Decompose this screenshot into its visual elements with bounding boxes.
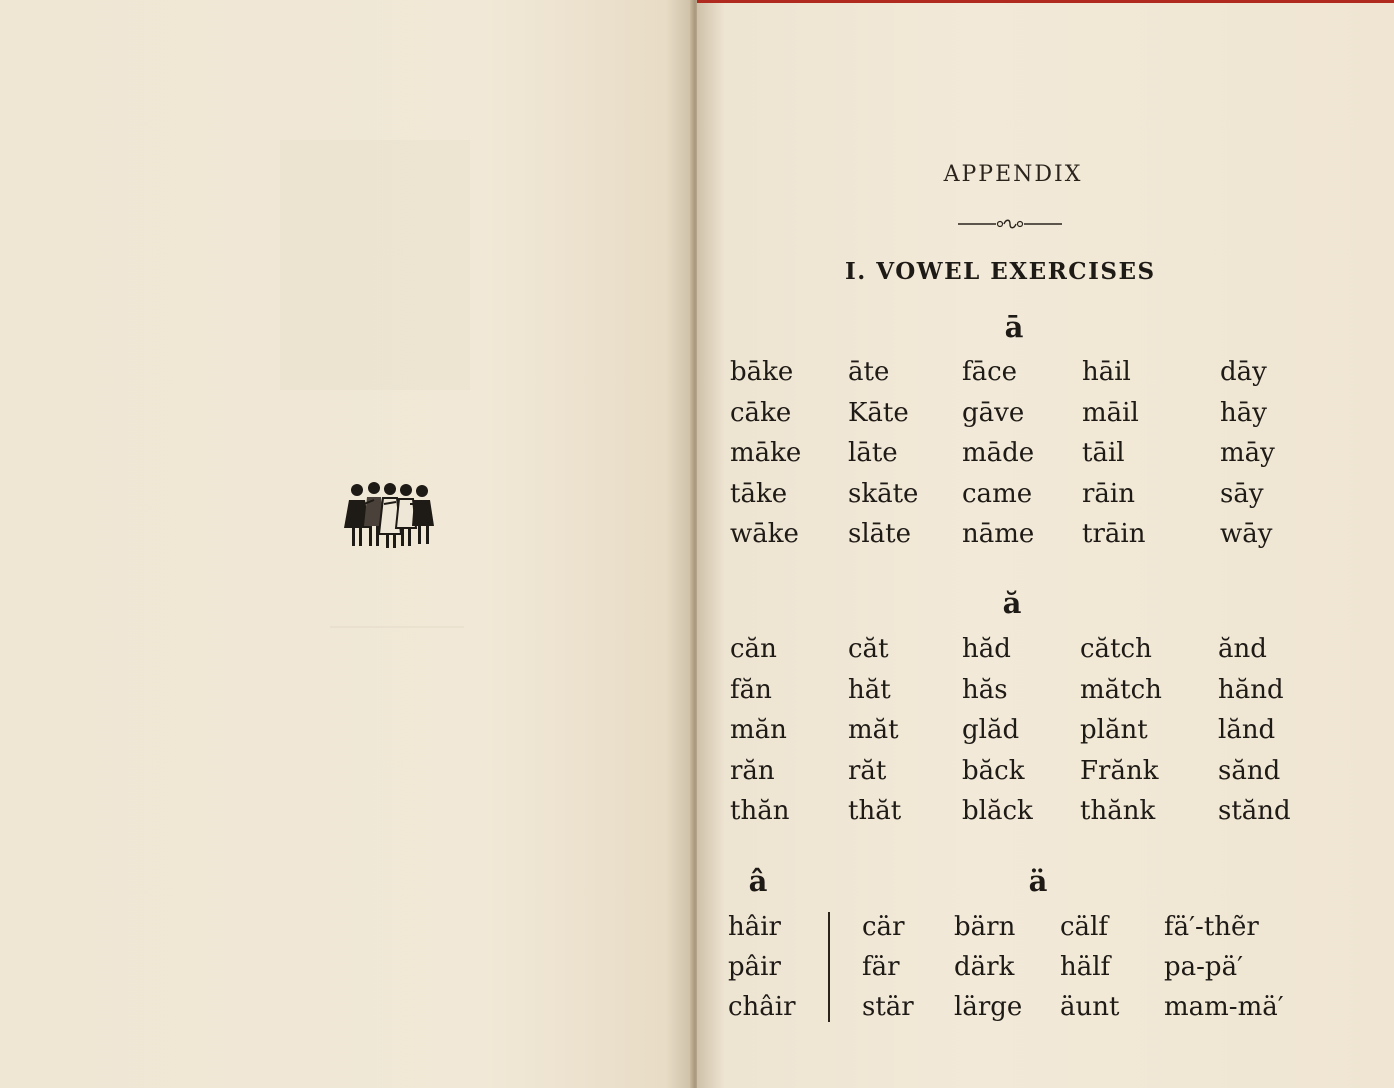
vowel-word: wāke [730, 519, 799, 549]
vowel-word: cälf [1060, 912, 1109, 942]
vowel-word: hăt [848, 674, 891, 705]
vowel-word: stär [862, 992, 914, 1022]
vowel-word: trāin [1082, 519, 1146, 549]
vowel-word: cătch [1080, 634, 1152, 664]
vowel-word: tāke [730, 478, 788, 509]
vowel-word: hăs [962, 674, 1008, 705]
scroll-ornament-icon [958, 216, 1062, 232]
show-through-text-block [280, 140, 470, 390]
children-group-vignette-icon [344, 478, 436, 552]
vowel-word: pa-pä′ [1164, 952, 1243, 982]
vowel-word: māde [962, 438, 1035, 468]
vowel-word: hälf [1060, 952, 1111, 982]
vowel-word: äunt [1060, 992, 1120, 1022]
vowel-word: bāke [730, 357, 794, 387]
section-heading: I. VOWEL EXERCISES [845, 258, 1156, 285]
page-title: APPENDIX [943, 162, 1083, 187]
left-page [0, 0, 693, 1088]
vowel-word: thăt [848, 796, 902, 826]
vowel-word: cär [862, 912, 905, 942]
vowel-word: châir [728, 992, 796, 1022]
vowel-word: lärge [954, 992, 1023, 1022]
vowel-word: hāil [1082, 357, 1131, 387]
vowel-word: răt [848, 755, 887, 786]
vowel-word: māil [1082, 397, 1139, 428]
vowel-word: mam-mä′ [1164, 992, 1284, 1022]
vowel-word: āte [848, 357, 890, 387]
vowel-word: wāy [1220, 519, 1273, 549]
vowel-word: răn [730, 755, 775, 786]
vowel-word: fä′-thẽr [1164, 912, 1259, 942]
vowel-word: sāy [1220, 478, 1264, 509]
vowel-word: thănk [1080, 796, 1156, 826]
vowel-word: māy [1220, 438, 1275, 468]
vowel-word: nāme [962, 519, 1035, 549]
vowel-word: măt [848, 715, 899, 745]
vowel-word: bärn [954, 912, 1016, 942]
vowel-word: därk [954, 952, 1015, 982]
vowel-heading-long-a: ā [1004, 310, 1024, 344]
vowel-word: Kāte [848, 397, 909, 428]
vowel-word: dāy [1220, 357, 1267, 387]
vowel-word: lănd [1218, 715, 1276, 745]
vowel-word: sănd [1218, 755, 1281, 786]
vowel-word: măn [730, 715, 787, 745]
vowel-word: plănt [1080, 715, 1148, 745]
vowel-word: căt [848, 634, 889, 664]
vowel-word: lāte [848, 438, 898, 468]
vowel-word: slāte [848, 519, 911, 549]
vowel-word: Frănk [1080, 755, 1159, 786]
vowel-word: căn [730, 634, 777, 664]
vowel-word: tāil [1082, 438, 1125, 468]
vowel-word: gāve [962, 397, 1025, 428]
vowel-word: glăd [962, 715, 1020, 745]
vowel-word: rāin [1082, 478, 1135, 509]
vowel-word: fär [862, 952, 900, 982]
vowel-heading-circumflex-a: â [748, 864, 768, 898]
vowel-word: hāy [1220, 397, 1267, 428]
vowel-word: pâir [728, 952, 781, 982]
vowel-word: făn [730, 674, 772, 705]
vowel-heading-umlaut-a: ä [1028, 864, 1048, 898]
show-through-rule [330, 626, 464, 628]
vowel-word: hâir [728, 912, 781, 942]
vowel-word: thăn [730, 796, 790, 826]
vowel-word: ănd [1218, 634, 1267, 664]
vowel-word: băck [962, 755, 1025, 786]
vowel-word: māke [730, 438, 802, 468]
vowel-heading-short-a: ă [1002, 586, 1022, 620]
vowel-word: came [962, 478, 1033, 509]
vowel-word: stănd [1218, 796, 1291, 826]
vowel-word: cāke [730, 397, 792, 428]
vowel-word: mătch [1080, 674, 1162, 705]
vowel-word: hănd [1218, 674, 1284, 705]
vowel-word: blăck [962, 796, 1033, 826]
vowel-word: hăd [962, 634, 1011, 664]
vowel-word: fāce [962, 357, 1018, 387]
column-divider [828, 912, 830, 1022]
vowel-word: skāte [848, 478, 919, 509]
